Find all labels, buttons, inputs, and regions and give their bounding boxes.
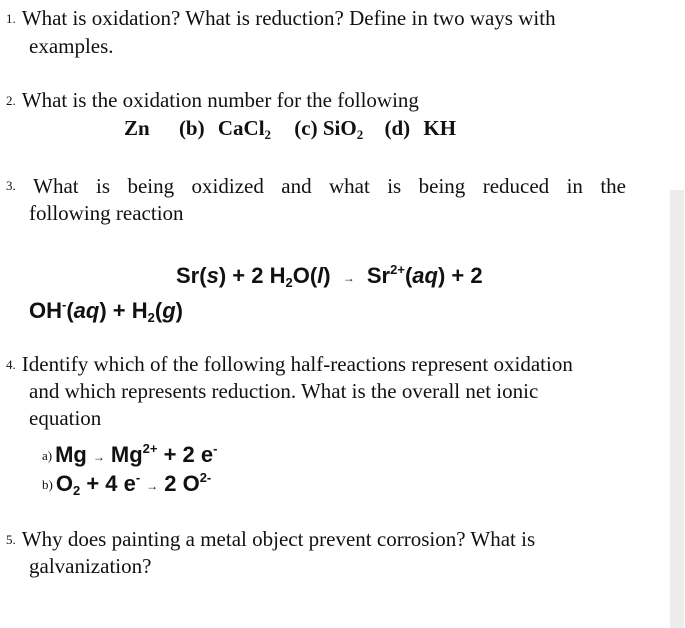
question-2-items — [124, 115, 456, 148]
question-3-word: and — [281, 174, 312, 198]
half-reaction-a-arrow-icon: → — [92, 450, 105, 464]
reaction-arrow-icon: → — [342, 271, 355, 285]
question-1-line-1 — [6, 5, 556, 32]
question-4-line-1 — [6, 351, 573, 378]
item-zn: Zn — [124, 116, 150, 140]
reaction-line-2: $OH^-(aq) + H_2(g)$ — [29, 297, 183, 325]
half-reaction-b: b) $O_2 + 4$ e-→ 2 $O^{2-}$ — [42, 470, 212, 498]
half-reaction-a: a) $Mg \to Mg^{2+} + 2$ e- — [42, 441, 218, 467]
question-2-text: What is the oxidation number for the following — [21, 88, 419, 112]
question-3-line-2: following reaction — [29, 201, 184, 225]
page-edge-shadow — [670, 190, 684, 628]
question-3-word: being — [127, 174, 175, 198]
question-1-line-2: examples. — [29, 34, 114, 58]
item-d-label: (d) — [384, 116, 411, 140]
question-1-number: 1. — [6, 11, 16, 26]
question-1-text: What is oxidation? What is reduction? Define in two ways with — [21, 6, 556, 30]
question-3-word: reduced — [482, 174, 550, 198]
question-3-word: is — [387, 174, 402, 198]
question-5-number: 5. — [6, 532, 16, 547]
question-3-number: 3. — [6, 178, 16, 193]
question-2-line-1 — [6, 87, 419, 114]
half-reaction-b-arrow-icon: → — [146, 479, 159, 493]
question-4-line-2: and which represents reduction. What is the overall net ionic — [29, 379, 539, 403]
question-5-line-1 — [6, 526, 535, 553]
question-3-word: the — [600, 174, 626, 198]
question-3-word: What — [33, 174, 79, 198]
question-3-text — [6, 173, 626, 199]
item-b-label: (b) — [178, 116, 205, 140]
reaction-line-1: Sr(s) + 2 $H_2O(l) \to Sr^{2+}(aq) + 2$ — [176, 262, 483, 290]
question-2-number: 2. — [6, 93, 16, 108]
item-c-label: (c) — [294, 116, 318, 140]
question-5-text: Why does painting a metal object prevent corrosion? What is — [21, 527, 536, 551]
question-3-word: oxidized — [191, 174, 264, 198]
question-3-line-1 — [6, 173, 626, 199]
question-4-line-3: equation — [29, 406, 102, 430]
question-3-word: in — [566, 174, 583, 198]
item-d-formula: KH — [423, 116, 457, 140]
question-4-number: 4. — [6, 357, 16, 372]
question-3-word: being — [418, 174, 466, 198]
question-5-line-2: galvanization? — [29, 554, 152, 578]
question-3-word: what — [328, 174, 370, 198]
item-c-formula: SiO$_2$ — [322, 116, 364, 142]
question-3-word: is — [96, 174, 111, 198]
item-b-formula: CaCl$_2$ — [217, 116, 272, 142]
question-4-text: Identify which of the following half-reactions represent oxidation — [21, 352, 573, 376]
